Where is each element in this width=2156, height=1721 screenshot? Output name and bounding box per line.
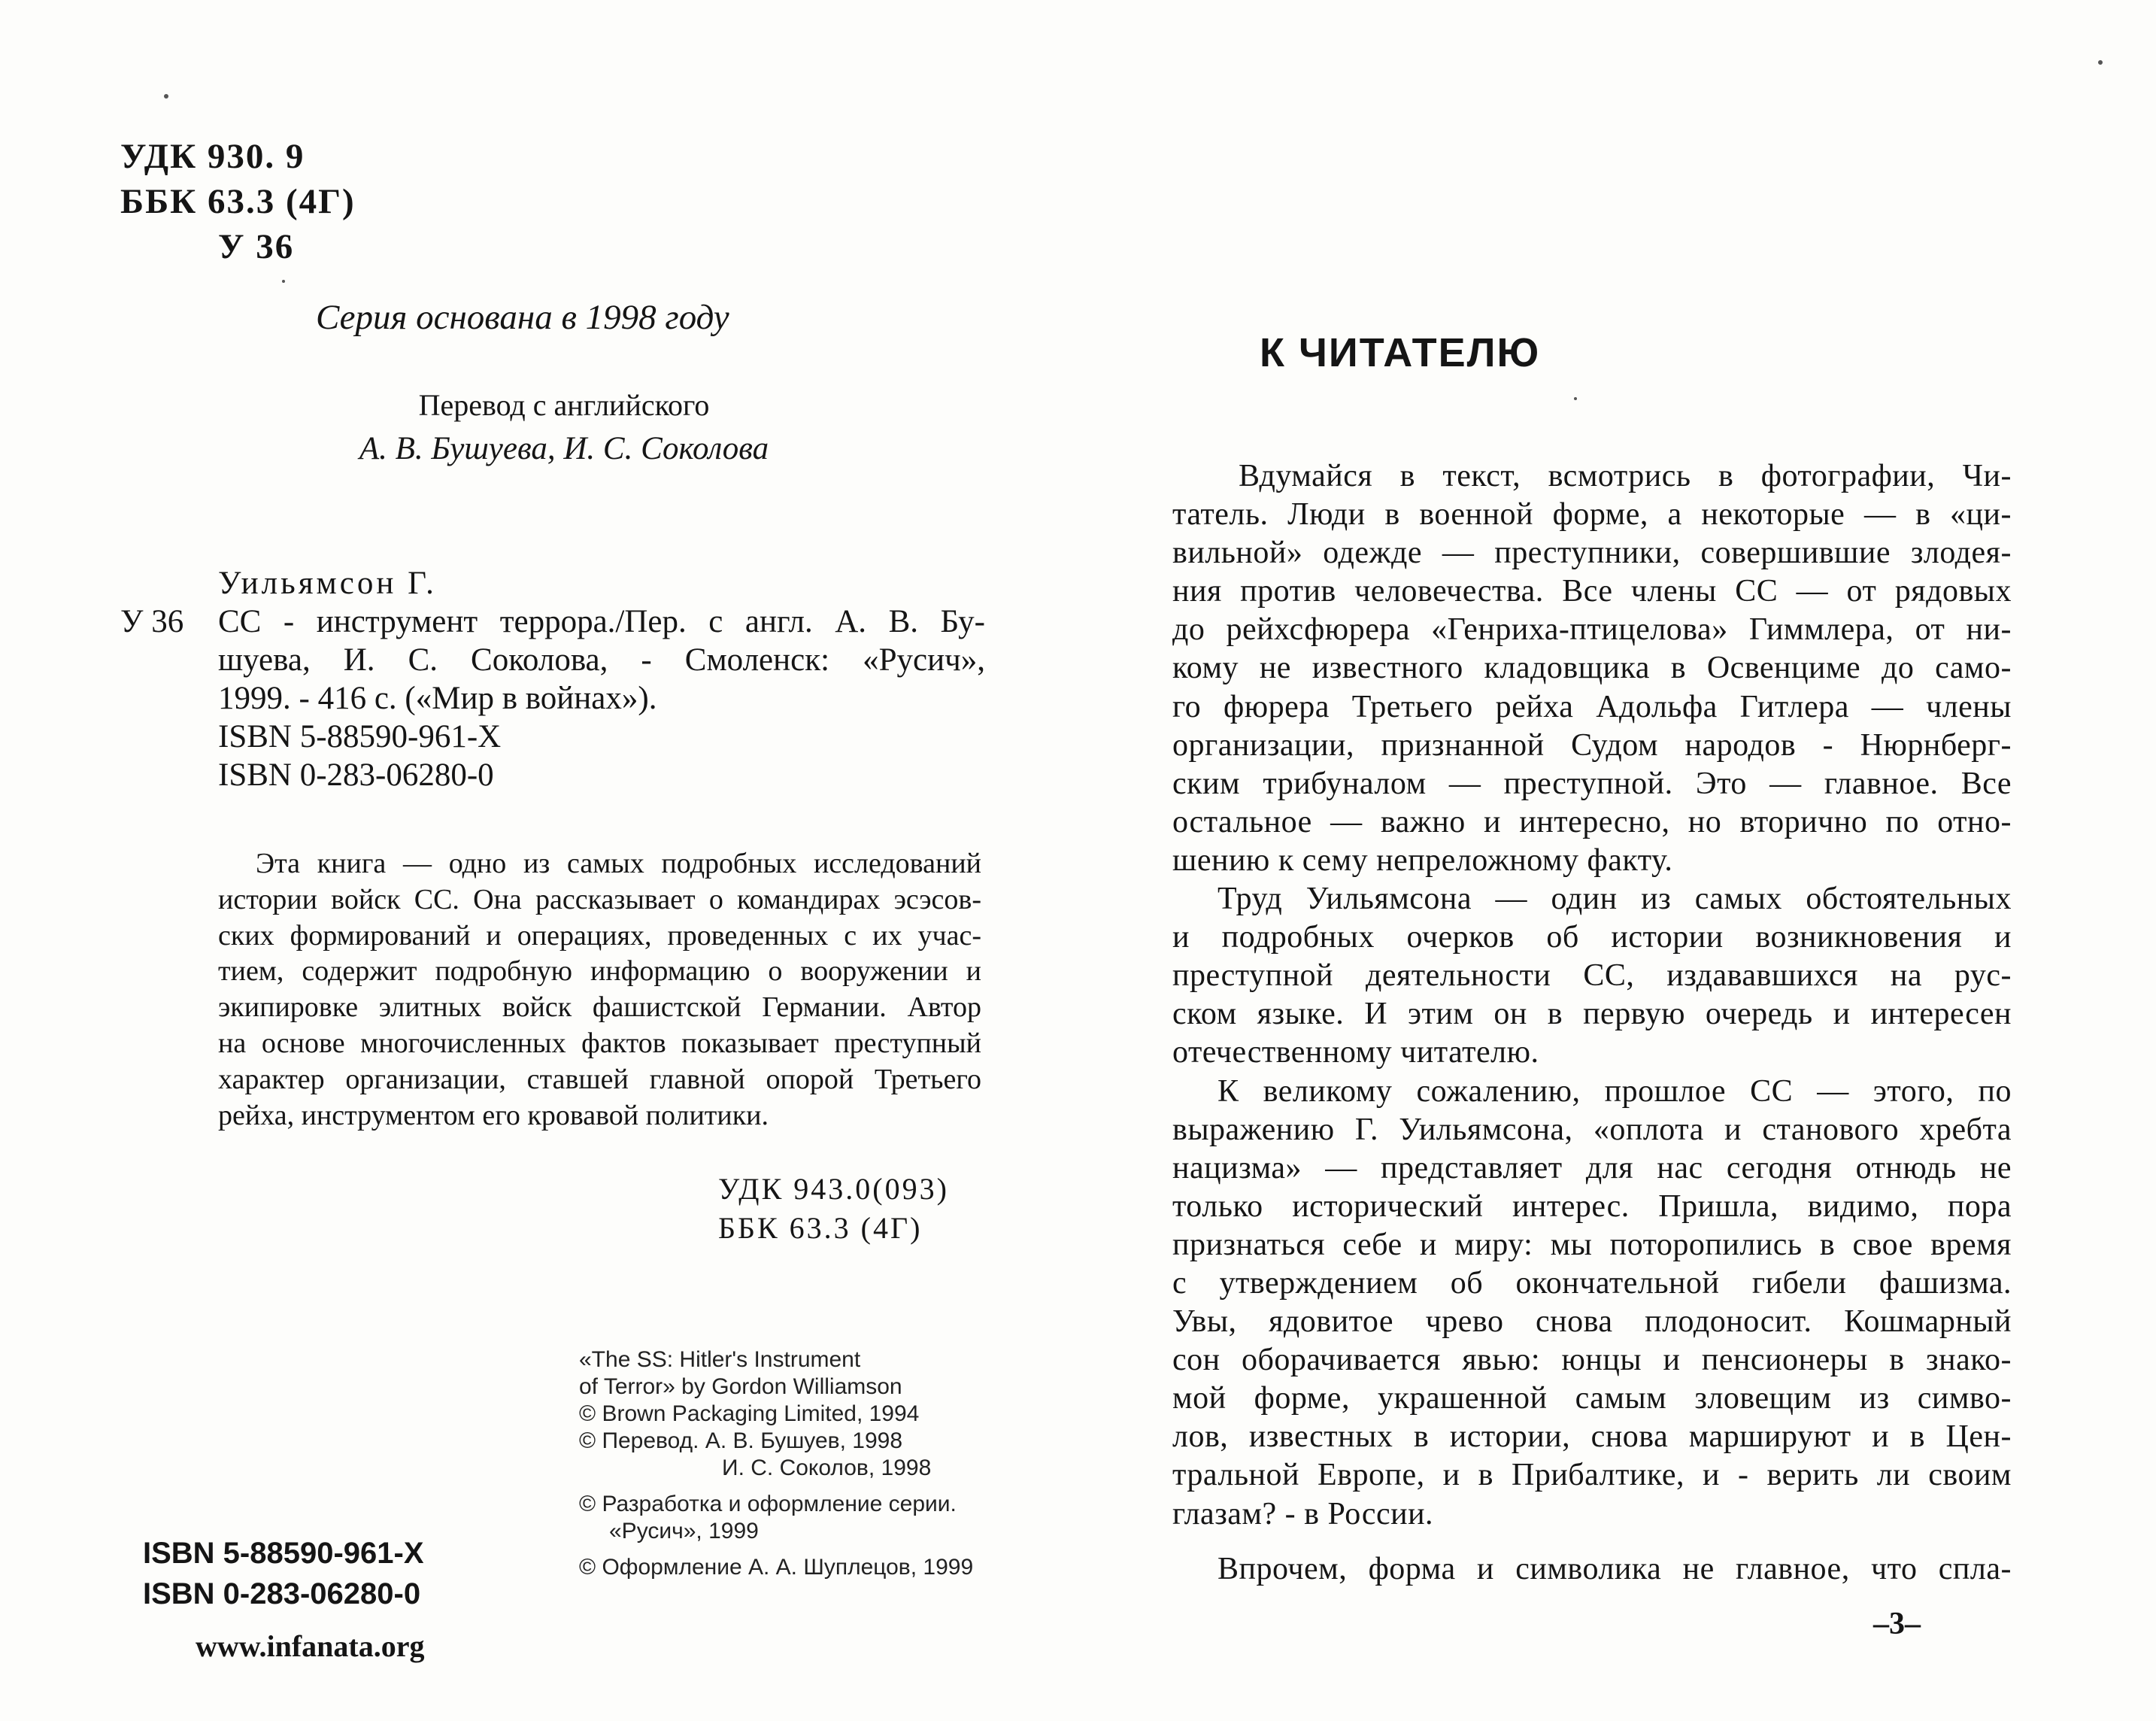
- text-line: глазам? - в России.: [1172, 1496, 1434, 1531]
- copyright-line: © Разработка и оформление серии.: [579, 1492, 957, 1516]
- annotation-line: характер организации, ставшей главной опорой Третьего: [218, 1063, 981, 1095]
- text-line: сон оборачивается явью: юнцы и пенсионеры в знако-: [1172, 1343, 2012, 1378]
- text-line: Впрочем, форма и символика не главное, что спла-: [1217, 1551, 2012, 1586]
- text-line: признаться себе и миру: мы поторопились в свое время: [1172, 1227, 2012, 1262]
- annotation-line: экипировке элитных войск фашистской Германии. Автор: [218, 991, 981, 1024]
- text-line: нацизма» — представляет для нас сегодня отнюдь не: [1172, 1150, 2012, 1185]
- catalog-row: [120, 603, 985, 641]
- copyright-line: И. С. Соколов, 1998: [722, 1455, 932, 1480]
- annotation-line: на основе многочисленных фактов показывает преступный: [218, 1027, 981, 1059]
- text-line: шению к сему непреложному факту.: [1172, 842, 1673, 878]
- copyright-line: © Brown Packaging Limited, 1994: [579, 1401, 920, 1426]
- text-line: ском языке. И этим он в первую очередь и интересен: [1172, 997, 2012, 1032]
- text-line: до рейхсфюрера «Генриха-птицелова» Гиммлера, от ни-: [1172, 612, 2012, 648]
- right-page: [1078, 0, 2156, 1721]
- text-line: с утверждением об окончательной гибели фашизма.: [1172, 1265, 2012, 1301]
- text-line: кому не известного кладовщика в Освенциме до само-: [1172, 651, 2012, 686]
- bbk-full-code: ББК 63.3 (4Г): [718, 1211, 923, 1245]
- text-line: остальное — важно и интересно, но вторично по отно-: [1172, 804, 2012, 839]
- udk-full-code: УДК 943.0(093): [718, 1172, 949, 1206]
- translation-label: Перевод с английского: [418, 388, 710, 422]
- text-line: организации, признанной Судом народов - Нюрнберг-: [1172, 727, 2012, 763]
- copyright-line: of Terror» by Gordon Williamson: [579, 1374, 902, 1399]
- text-line: Увы, ядовитое чрево снова плодоносит. Кошмарный: [1172, 1304, 2012, 1340]
- text-line: мой форме, украшенной самым зловещим из симво-: [1172, 1381, 2012, 1416]
- text-line: и подробных очерков об истории возникновения и: [1172, 920, 2012, 955]
- series-note: Серия основана в 1998 году: [316, 298, 729, 337]
- text-line: выражению Г. Уильямсона, «оплота и станового хребта: [1172, 1112, 2012, 1147]
- text-line: лов, известных в истории, снова маршируют и в Цен-: [1172, 1419, 2012, 1455]
- isbn-line: ISBN 5-88590-961-X: [143, 1537, 424, 1570]
- annotation-line: рейха, инструментом его кровавой политики.: [218, 1099, 769, 1131]
- annotation-line: тием, содержит подробную информацию о вооружении и: [218, 955, 981, 988]
- catalog-isbn: ISBN 0-283-06280-0: [218, 757, 494, 793]
- catalog-entry: [120, 564, 985, 794]
- annotation-line: истории войск СС. Она рассказывает о командирах эсэсов-: [218, 883, 981, 915]
- text-line: Вдумайся в текст, всмотрись в фотографии, Чи-: [1239, 459, 2012, 493]
- text-line: преступной деятельности СС, издававшихся на рус-: [1172, 958, 2012, 994]
- catalog-isbn: ISBN 5-88590-961-Х: [218, 719, 502, 754]
- page-title: К ЧИТАТЕЛЮ: [1260, 330, 1541, 375]
- copyright-block: [579, 1346, 973, 1581]
- copyright-line: © Перевод. А. В. Бушуев, 1998: [579, 1428, 903, 1453]
- catalog-line: шуева, И. С. Соколова, - Смоленск: «Русич»,: [218, 642, 985, 678]
- text-line: отечественному читателю.: [1172, 1035, 1539, 1070]
- scan-speck: [164, 94, 168, 99]
- translators: А. В. Бушуева, И. С. Соколова: [359, 431, 769, 466]
- classification-codes: [718, 1170, 949, 1248]
- annotation-line: ских формирований и операциях, проведенных с их учас-: [218, 919, 981, 952]
- text-line: татель. Люди в военной форме, а некоторые — в «ци-: [1172, 497, 2012, 533]
- text-line: ским трибуналом — преступной. Это — главное. Все: [1172, 766, 2012, 801]
- text-line: вильной» одежде — преступники, совершившие злодея-: [1172, 536, 2012, 571]
- copyright-line: «The SS: Hitler's Instrument: [579, 1347, 861, 1372]
- bbk-code: ББК 63.3 (4Г): [120, 182, 356, 221]
- scan-speck: [2098, 60, 2103, 65]
- text-line: Труд Уильямсона — один из самых обстоятельных: [1217, 882, 2012, 917]
- library-codes: [120, 134, 356, 269]
- text-line: К великому сожалению, прошлое СС — этого, по: [1217, 1073, 2012, 1109]
- website: www.infanata.org: [196, 1629, 425, 1663]
- copyright-line: © Оформление А. А. Шуплецов, 1999: [579, 1555, 974, 1580]
- catalog-line: СС - инструмент террора./Пер. с англ. А. В. Бу-: [218, 604, 985, 639]
- scan-speck: [282, 280, 285, 283]
- text-line: только исторический интерес. Пришла, видимо, пора: [1172, 1188, 2012, 1224]
- isbn-block: [143, 1533, 424, 1614]
- text-line: ния против человечества. Все члены СС — от рядовых: [1172, 574, 2012, 609]
- catalog-line: 1999. - 416 с. («Мир в войнах»).: [218, 681, 657, 716]
- scan-speck: [1574, 397, 1577, 400]
- isbn-line: ISBN 0-283-06280-0: [143, 1577, 421, 1610]
- catalog-call-number: У 36: [120, 604, 184, 639]
- page-number: –3–: [1873, 1607, 1921, 1641]
- preface-text: [1172, 457, 2012, 1589]
- text-line: го фюрера Третьего рейха Адольфа Гитлера — члены: [1172, 689, 2012, 724]
- catalog-author: Уильямсон Г.: [218, 566, 437, 601]
- text-line: тральной Европе, и в Прибалтике, и - верить ли своим: [1172, 1458, 2012, 1493]
- annotation-line: Эта книга — одно из самых подробных исследований: [256, 848, 981, 879]
- author-mark: У 36: [218, 227, 295, 266]
- annotation: [218, 846, 981, 1134]
- copyright-line: «Русич», 1999: [609, 1519, 759, 1543]
- translation-credit: [293, 384, 835, 471]
- udk-code: УДК 930. 9: [120, 137, 305, 176]
